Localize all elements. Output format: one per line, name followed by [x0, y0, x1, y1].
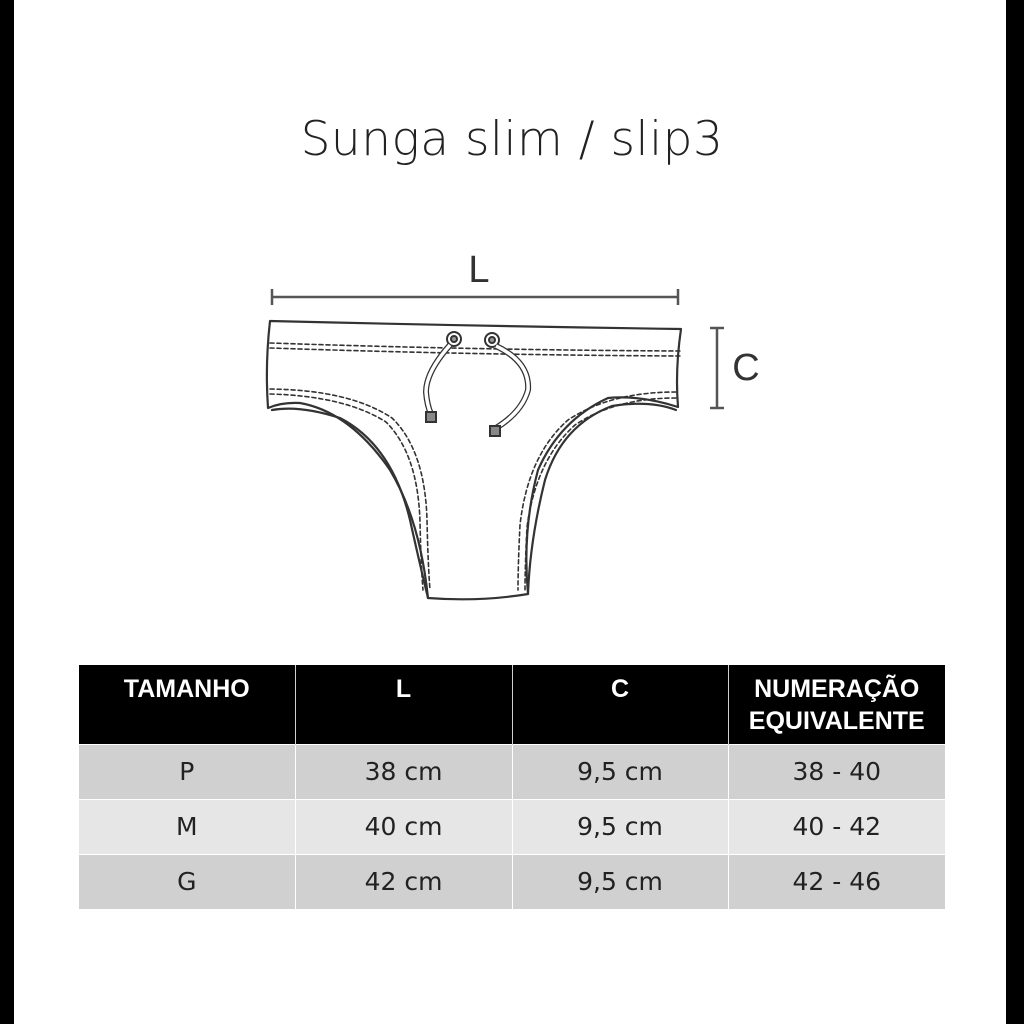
cell-l: 42 cm: [295, 854, 512, 909]
cell-numeracao: 42 - 46: [728, 854, 945, 909]
cell-numeracao: 38 - 40: [728, 744, 945, 799]
page-title: Sunga slim / slip3: [300, 112, 724, 167]
header-tamanho: TAMANHO: [79, 665, 295, 744]
cell-c: 9,5 cm: [512, 854, 728, 909]
height-label: C: [732, 347, 760, 389]
cell-l: 38 cm: [295, 744, 512, 799]
header-l: L: [295, 665, 512, 744]
cell-l: 40 cm: [295, 799, 512, 854]
table-header-row: [79, 665, 945, 744]
width-dimension: [272, 249, 678, 305]
table-row: [79, 854, 945, 909]
cell-numeracao: 40 - 42: [728, 799, 945, 854]
header-c: C: [512, 665, 728, 744]
cell-size: P: [79, 744, 295, 799]
table-row: [79, 744, 945, 799]
cell-size: M: [79, 799, 295, 854]
cell-size: G: [79, 854, 295, 909]
size-chart-table: [79, 665, 945, 909]
cell-c: 9,5 cm: [512, 799, 728, 854]
header-numeracao: NUMERAÇÃO EQUIVALENTE: [728, 665, 945, 744]
swim-brief-drawing: [267, 321, 681, 599]
width-label: L: [468, 249, 490, 291]
table-row: [79, 799, 945, 854]
height-dimension: [710, 328, 760, 408]
cell-c: 9,5 cm: [512, 744, 728, 799]
